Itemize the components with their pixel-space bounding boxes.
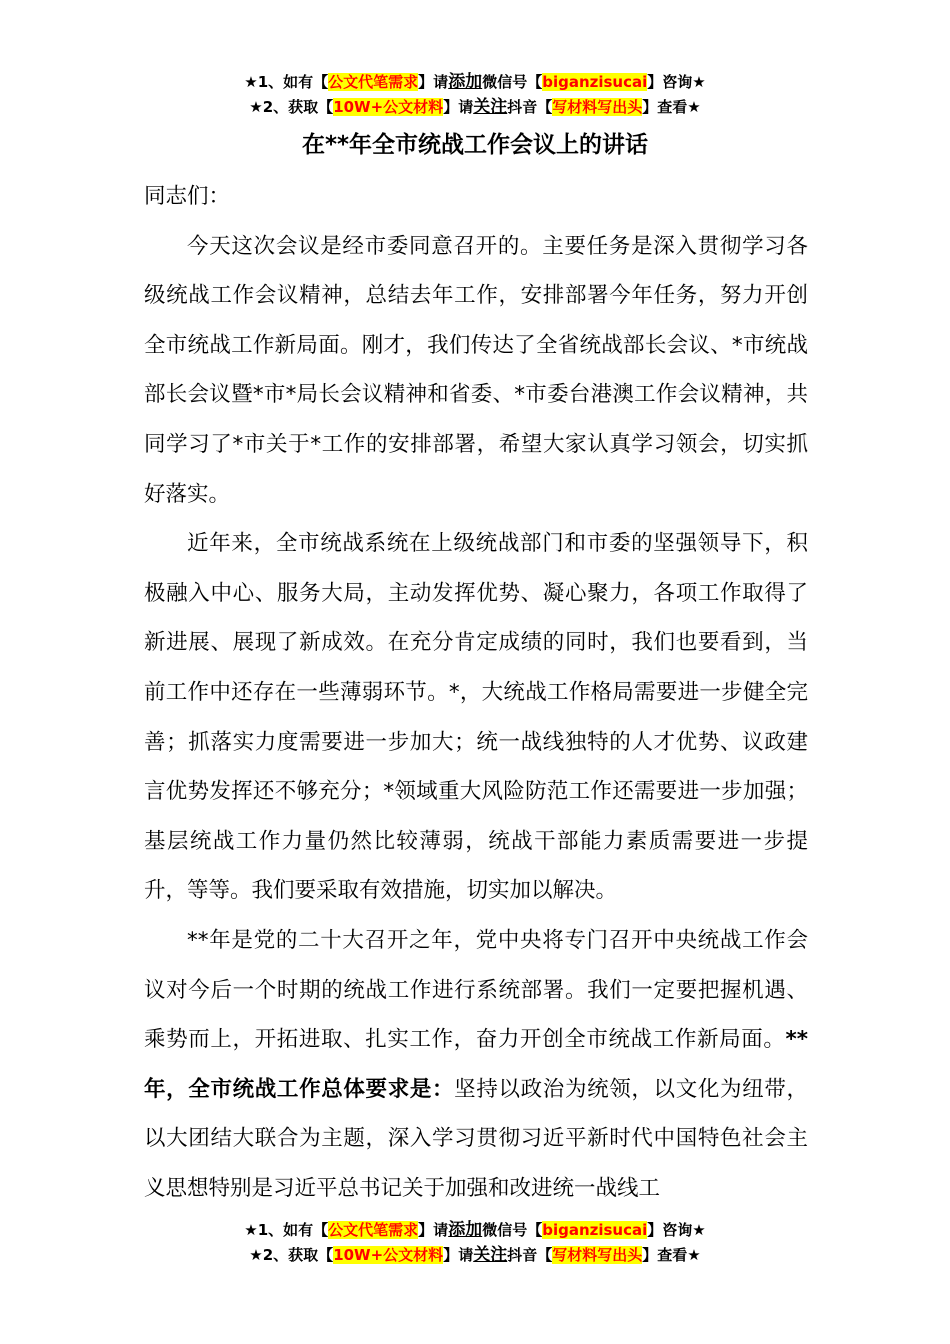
banner-emphasis: 关注: [473, 97, 508, 117]
paragraph-3-text-after: 坚持以政治为统领，以文化为纽带，以大团结大联合为主题，深入学习贯彻习近平新时代中国特色社会主义思想特别是习近平总书记关于加强和改进统一战线工: [144, 1076, 808, 1201]
banner-text: 抖音【: [507, 98, 553, 116]
banner-highlight: 10W+公文材料: [333, 98, 444, 116]
salutation: 同志们：: [144, 184, 231, 209]
banner-text: 】请: [418, 73, 449, 91]
paragraph-1: 今天这次会议是经市委同意召开的。主要任务是深入贯彻学习各级统战工作会议精神，总结去年工作，安排部署今年任务，努力开创全市统战工作新局面。刚才，我们传达了全省统战部长会议、*市统战部长会议暨*市*局长会议精神和省委、*市委台港澳工作会议精神，共同学习了*市关于*工作的安排部署，希望大家认真学习领会，切实抓好落实。: [144, 233, 808, 507]
banner-highlight: 公文代笔需求: [328, 1221, 419, 1239]
footer-banner: [0, 1218, 950, 1268]
banner-text: 微信号【: [482, 73, 543, 91]
banner-text: 】查看★: [642, 1246, 701, 1264]
paragraph-3: [144, 916, 808, 1214]
banner-text: ★2、获取【: [249, 98, 334, 116]
banner-text: 抖音【: [507, 1246, 553, 1264]
banner-text: 】请: [443, 1246, 474, 1264]
banner-text: 】请: [418, 1221, 449, 1239]
banner-text: ★1、如有【: [244, 1221, 329, 1239]
banner-emphasis: 添加: [448, 72, 483, 92]
banner-text: 】咨询★: [647, 73, 706, 91]
banner-line-1: [0, 70, 950, 95]
banner-text: 】咨询★: [647, 1221, 706, 1239]
banner-text: ★1、如有【: [244, 73, 329, 91]
paragraph-3-text: **年是党的二十大召开之年，党中央将专门召开中央统战工作会议对今后一个时期的统战工作进行系统部署。我们一定要把握机遇、乘势而上，开拓进取、扎实工作，奋力开创全市统战工作新局面。: [144, 927, 808, 1053]
banner-line-1: [0, 1218, 950, 1243]
paragraph-3-bold: **年，全市统战工作总体要求是：: [144, 1027, 808, 1102]
banner-wechat-id: biganzisucai: [542, 1221, 648, 1239]
banner-text: 微信号【: [482, 1221, 543, 1239]
banner-wechat-id: biganzisucai: [542, 73, 648, 91]
document-body: [144, 172, 808, 1213]
banner-douyin-id: 写材料写出头: [552, 1246, 643, 1264]
banner-line-2: [0, 1243, 950, 1268]
banner-highlight: 10W+公文材料: [333, 1246, 444, 1264]
paragraph-2: 近年来，全市统战系统在上级统战部门和市委的坚强领导下，积极融入中心、服务大局，主动发挥优势、凝心聚力，各项工作取得了新进展、展现了新成效。在充分肯定成绩的同时，我们也要看到，当前工作中还存在一些薄弱环节。*，大统战工作格局需要进一步健全完善；抓落实力度需要进一步加大；统一战线独特的人才优势、议政建言优势发挥还不够充分；*领域重大风险防范工作还需要进一步加强；基层统战工作力量仍然比较薄弱，统战干部能力素质需要进一步提升，等等。我们要采取有效措施，切实加以解决。: [144, 531, 808, 904]
banner-text: ★2、获取【: [249, 1246, 334, 1264]
banner-highlight: 公文代笔需求: [328, 73, 419, 91]
banner-emphasis: 关注: [473, 1245, 508, 1265]
banner-text: 】查看★: [642, 98, 701, 116]
banner-emphasis: 添加: [448, 1220, 483, 1240]
header-banner: [0, 70, 950, 120]
document-title: 在**年全市统战工作会议上的讲话: [301, 132, 649, 158]
banner-text: 】请: [443, 98, 474, 116]
banner-line-2: [0, 95, 950, 120]
banner-douyin-id: 写材料写出头: [552, 98, 643, 116]
